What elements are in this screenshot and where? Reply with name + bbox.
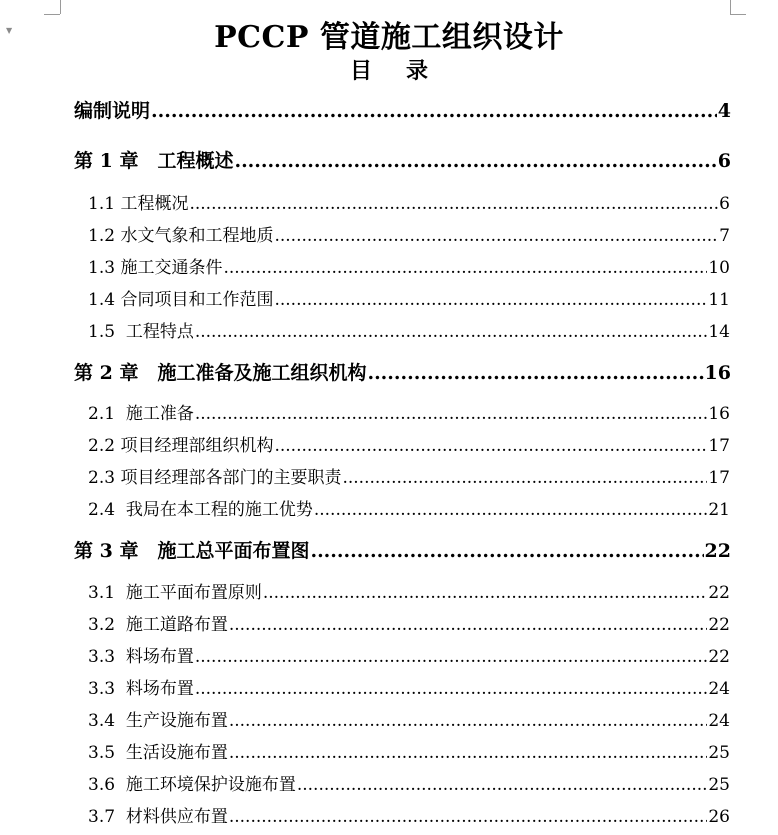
toc-section-entry[interactable] <box>88 580 730 606</box>
toc-entry-title: 3.4 生产设施布置 <box>88 711 228 731</box>
toc-section-entry[interactable] <box>88 644 730 670</box>
toc-entry-title: 3.2 施工道路布置 <box>88 615 228 635</box>
toc-entry-title: 3.6 施工环境保护设施布置 <box>88 775 296 795</box>
toc-page-number: 17 <box>708 436 730 456</box>
toc-dot-leader <box>189 191 718 217</box>
toc-page-number: 16 <box>708 404 730 424</box>
toc-section-entry[interactable] <box>88 255 730 281</box>
toc-chapter-entry[interactable] <box>74 538 731 564</box>
toc-entry-title: 3.3 料场布置 <box>88 647 194 667</box>
toc-page-number: 6 <box>717 150 731 172</box>
toc-entry-title: 第 2 章 施工准备及施工组织机构 <box>74 362 367 384</box>
toc-section-entry[interactable] <box>88 319 730 345</box>
toc-dot-leader <box>195 319 708 345</box>
document-title: PCCP 管道施工组织设计 <box>214 20 564 55</box>
toc-page-number: 25 <box>708 775 730 795</box>
toc-section-entry[interactable] <box>88 497 730 523</box>
toc-entry-title: 3.7 材料供应布置 <box>88 807 228 827</box>
toc-dot-leader <box>195 401 708 427</box>
toc-entry-title: 第 3 章 施工总平面布置图 <box>74 540 310 562</box>
toc-chapter-entry[interactable] <box>74 148 731 174</box>
toc-page-number: 16 <box>704 362 731 384</box>
toc-page-number: 7 <box>719 226 730 246</box>
toc-page-number: 22 <box>708 615 730 635</box>
toc-dot-leader <box>229 612 708 638</box>
toc-page-number: 10 <box>708 258 730 278</box>
toc-page-number: 25 <box>708 743 730 763</box>
toc-dot-leader <box>314 497 708 523</box>
toc-entry-title: 2.4 我局在本工程的施工优势 <box>88 500 313 520</box>
toc-section-entry[interactable] <box>88 401 730 427</box>
toc-dot-leader <box>223 255 707 281</box>
toc-entry-title: 1.3 施工交通条件 <box>88 258 223 278</box>
toc-entry-title: 3.5 生活设施布置 <box>88 743 228 763</box>
toc-page-number: 21 <box>708 500 730 520</box>
toc-page-number: 4 <box>717 100 731 122</box>
toc-dot-leader <box>151 98 717 124</box>
toc-dot-leader <box>367 360 703 386</box>
toc-page-number: 22 <box>704 540 731 562</box>
toc-dot-leader <box>229 708 708 734</box>
toc-page-number: 22 <box>708 583 730 603</box>
toc-section-entry[interactable] <box>88 612 730 638</box>
toc-chapter-entry[interactable] <box>74 360 731 386</box>
toc-page-number: 17 <box>708 468 730 488</box>
toc-entry-title: 1.2 水文气象和工程地质 <box>88 226 274 246</box>
toc-dot-leader <box>310 538 703 564</box>
toc-entry-title: 3.1 施工平面布置原则 <box>88 583 262 603</box>
toc-page-number: 11 <box>708 290 730 310</box>
toc-entry-title: 2.2 项目经理部组织机构 <box>88 436 274 456</box>
toc-dot-leader <box>263 580 708 606</box>
toc-dot-leader <box>274 433 707 459</box>
toc-section-entry[interactable] <box>88 804 730 830</box>
toc-entry-title: 1.5 工程特点 <box>88 322 194 342</box>
toc-page-number: 24 <box>708 679 730 699</box>
toc-dot-leader <box>234 148 716 174</box>
toc-entry-title: 1.1 工程概况 <box>88 194 189 214</box>
toc-heading: 目录 <box>349 58 462 84</box>
toc-entry-title: 2.1 施工准备 <box>88 404 194 424</box>
toc-page-number: 26 <box>708 807 730 827</box>
toc-section-entry[interactable] <box>88 676 730 702</box>
toc-dot-leader <box>274 223 718 249</box>
toc-dot-leader <box>195 676 708 702</box>
toc-dot-leader <box>274 287 707 313</box>
toc-dot-leader <box>229 804 708 830</box>
toc-entry-title: 3.3 料场布置 <box>88 679 194 699</box>
toc-section-entry[interactable] <box>88 191 730 217</box>
toc-section-entry[interactable] <box>88 740 730 766</box>
toc-page-number: 22 <box>708 647 730 667</box>
toc-section-entry[interactable] <box>88 708 730 734</box>
toc-entry-title: 第 1 章 工程概述 <box>74 150 234 172</box>
toc-section-entry[interactable] <box>88 772 730 798</box>
toc-dot-leader <box>195 644 708 670</box>
toc-section-entry[interactable] <box>88 223 730 249</box>
toc-chapter-entry[interactable] <box>74 98 731 124</box>
toc-dot-leader <box>342 465 707 491</box>
toc-dot-leader <box>229 740 708 766</box>
toc-section-entry[interactable] <box>88 287 730 313</box>
toc-entry-title: 1.4 合同项目和工作范围 <box>88 290 274 310</box>
toc-entry-title: 编制说明 <box>74 100 151 122</box>
toc-section-entry[interactable] <box>88 465 730 491</box>
toc-section-entry[interactable] <box>88 433 730 459</box>
caret-down-icon: ▼ <box>6 26 13 35</box>
toc-page-number: 24 <box>708 711 730 731</box>
toc-page-number: 14 <box>708 322 730 342</box>
toc-entry-title: 2.3 项目经理部各部门的主要职责 <box>88 468 342 488</box>
toc-dot-leader <box>297 772 708 798</box>
toc-page-number: 6 <box>719 194 730 214</box>
